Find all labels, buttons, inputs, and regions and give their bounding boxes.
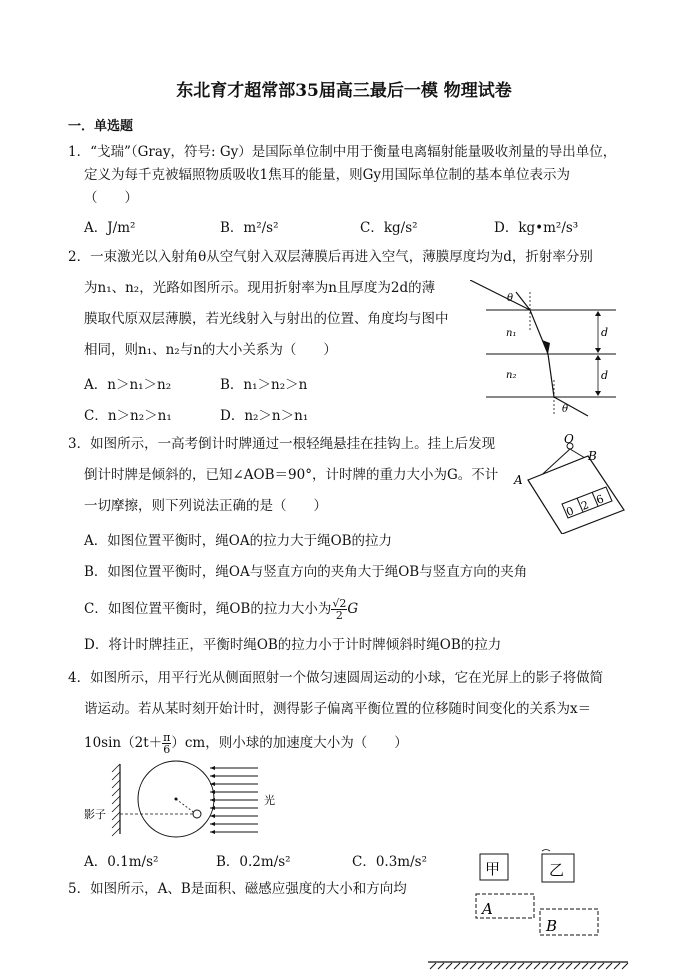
q2-option-b: B．n₁＞n₂＞n — [220, 377, 308, 393]
q3-option-c-fraction — [331, 598, 347, 621]
q1-option-c: C．kg/s² — [360, 220, 418, 236]
q4-line3 — [84, 732, 408, 755]
q2-fig-d-top: d — [601, 326, 609, 339]
q4-formula-fraction — [162, 732, 171, 755]
q3-fig-b: B — [588, 449, 597, 463]
q3-fig-a: A — [514, 473, 523, 487]
q4-circular-motion-figure — [80, 758, 280, 838]
q3-option-c-denominator: 2 — [335, 609, 343, 622]
q3-line1: 3．如图所示，一高考倒计时牌通过一根轻绳悬挂在挂钩上。挂上后发现 — [68, 436, 496, 452]
q5-fig-a: A — [482, 900, 493, 918]
q3-countdown-board-figure — [506, 430, 636, 534]
q4-line2: 谐运动。若从某时刻开始计时，测得影子偏离平衡位置的位移随时间变化的关系为x＝ — [84, 701, 592, 717]
q4-formula-denominator: 6 — [163, 743, 171, 756]
q3-option-d: D．将计时牌挂正，平衡时绳OB的拉力小于计时牌倾斜时绳OB的拉力 — [84, 637, 502, 653]
q5-fig-b: B — [546, 917, 558, 935]
q3-option-c-numerator: √2 — [332, 597, 347, 610]
q1-option-d: D．kg•m²/s³ — [494, 220, 579, 236]
section-heading: 一．单选题 — [68, 119, 134, 134]
q2-line2: 为n₁、n₂，光路如图所示。现用折射率为n且厚度为2d的薄 — [84, 280, 436, 296]
q3-option-c-g: G — [347, 601, 359, 617]
q3-option-c — [84, 597, 358, 621]
q3-fig-digit-1: 2 — [579, 498, 591, 513]
q4-option-a: A．0.1m/s² — [84, 854, 159, 870]
q3-line2: 倒计时牌是倾斜的，已知∠AOB＝90°，计时牌的重力大小为G。不计 — [84, 467, 499, 483]
q2-fig-theta-top: θ — [507, 293, 514, 304]
q4-line1: 4．如图所示，用平行光从侧面照射一个做匀速圆周运动的小球，它在光屏上的影子将做简 — [68, 670, 604, 686]
q1-line2: 定义为每千克被辐照物质吸收1焦耳的能量，则Gy用国际单位制的基本单位表示为 — [84, 167, 570, 183]
q2-line3: 膜取代原双层薄膜，若光线射入与射出的位置、角度均与图中 — [84, 311, 449, 327]
q4-formula-pre: 10sin（2t＋ — [84, 735, 163, 751]
q2-fig-n2: n₂ — [506, 370, 517, 381]
q3-line3: 一切摩擦，则下列说法正确的是（ ） — [84, 498, 327, 514]
q2-line1: 2．一束激光以入射角θ从空气射入双层薄膜后再进入空气，薄膜厚度均为d，折射率分别 — [68, 249, 593, 265]
q2-option-c: C．n＞n₂＞n₁ — [84, 408, 172, 424]
q2-fig-d-bottom: d — [601, 369, 609, 382]
q4-formula-post: ）cm，则小球的加速度大小为（ ） — [171, 735, 408, 751]
q3-fig-digit-2: 6 — [594, 492, 606, 507]
q4-option-c: C．0.3m/s² — [352, 854, 427, 870]
page-title: 东北育才超常部35届高三最后一模 物理试卷 — [176, 81, 512, 101]
q1-line3: （ ） — [84, 190, 138, 206]
q1-option-b: B．m²/s² — [220, 220, 279, 236]
q2-light-path-figure — [470, 280, 630, 420]
q5-figure — [428, 848, 638, 970]
q3-fig-o: O — [564, 432, 574, 446]
q1-option-a: A．J/m² — [84, 220, 136, 236]
q3-fig-digit-0: 0 — [564, 504, 576, 519]
q4-formula-numerator: π — [163, 731, 171, 744]
q2-fig-n1: n₁ — [506, 328, 517, 339]
q1-line1: 1．“戈瑞”（Gray，符号: Gy）是国际单位制中用于衡量电离辐射能量吸收剂量的导出单位， — [68, 144, 617, 160]
q2-option-d: D．n₂＞n＞n₁ — [220, 408, 309, 424]
q2-fig-theta-bottom: θ — [562, 404, 569, 415]
q3-option-c-text: C．如图位置平衡时，绳OB的拉力大小为 — [84, 601, 332, 617]
q3-option-b: B．如图位置平衡时，绳OA与竖直方向的夹角大于绳OB与竖直方向的夹角 — [84, 564, 528, 580]
q5-fig-jia: 甲 — [485, 860, 501, 878]
q4-fig-light-label: 光 — [264, 794, 275, 807]
q3-option-a: A．如图位置平衡时，绳OA的拉力大于绳OB的拉力 — [84, 533, 393, 549]
q2-line4: 相同，则n₁、n₂与n的大小关系为（ ） — [84, 342, 337, 358]
q4-option-b: B．0.2m/s² — [216, 854, 291, 870]
q5-line1: 5．如图所示，A、B是面积、磁感应强度的大小和方向均 — [68, 881, 407, 897]
q2-option-a: A．n＞n₁＞n₂ — [84, 377, 172, 393]
q5-fig-yi: 乙 — [549, 861, 565, 879]
q4-fig-shadow-label: 影子 — [84, 808, 106, 821]
